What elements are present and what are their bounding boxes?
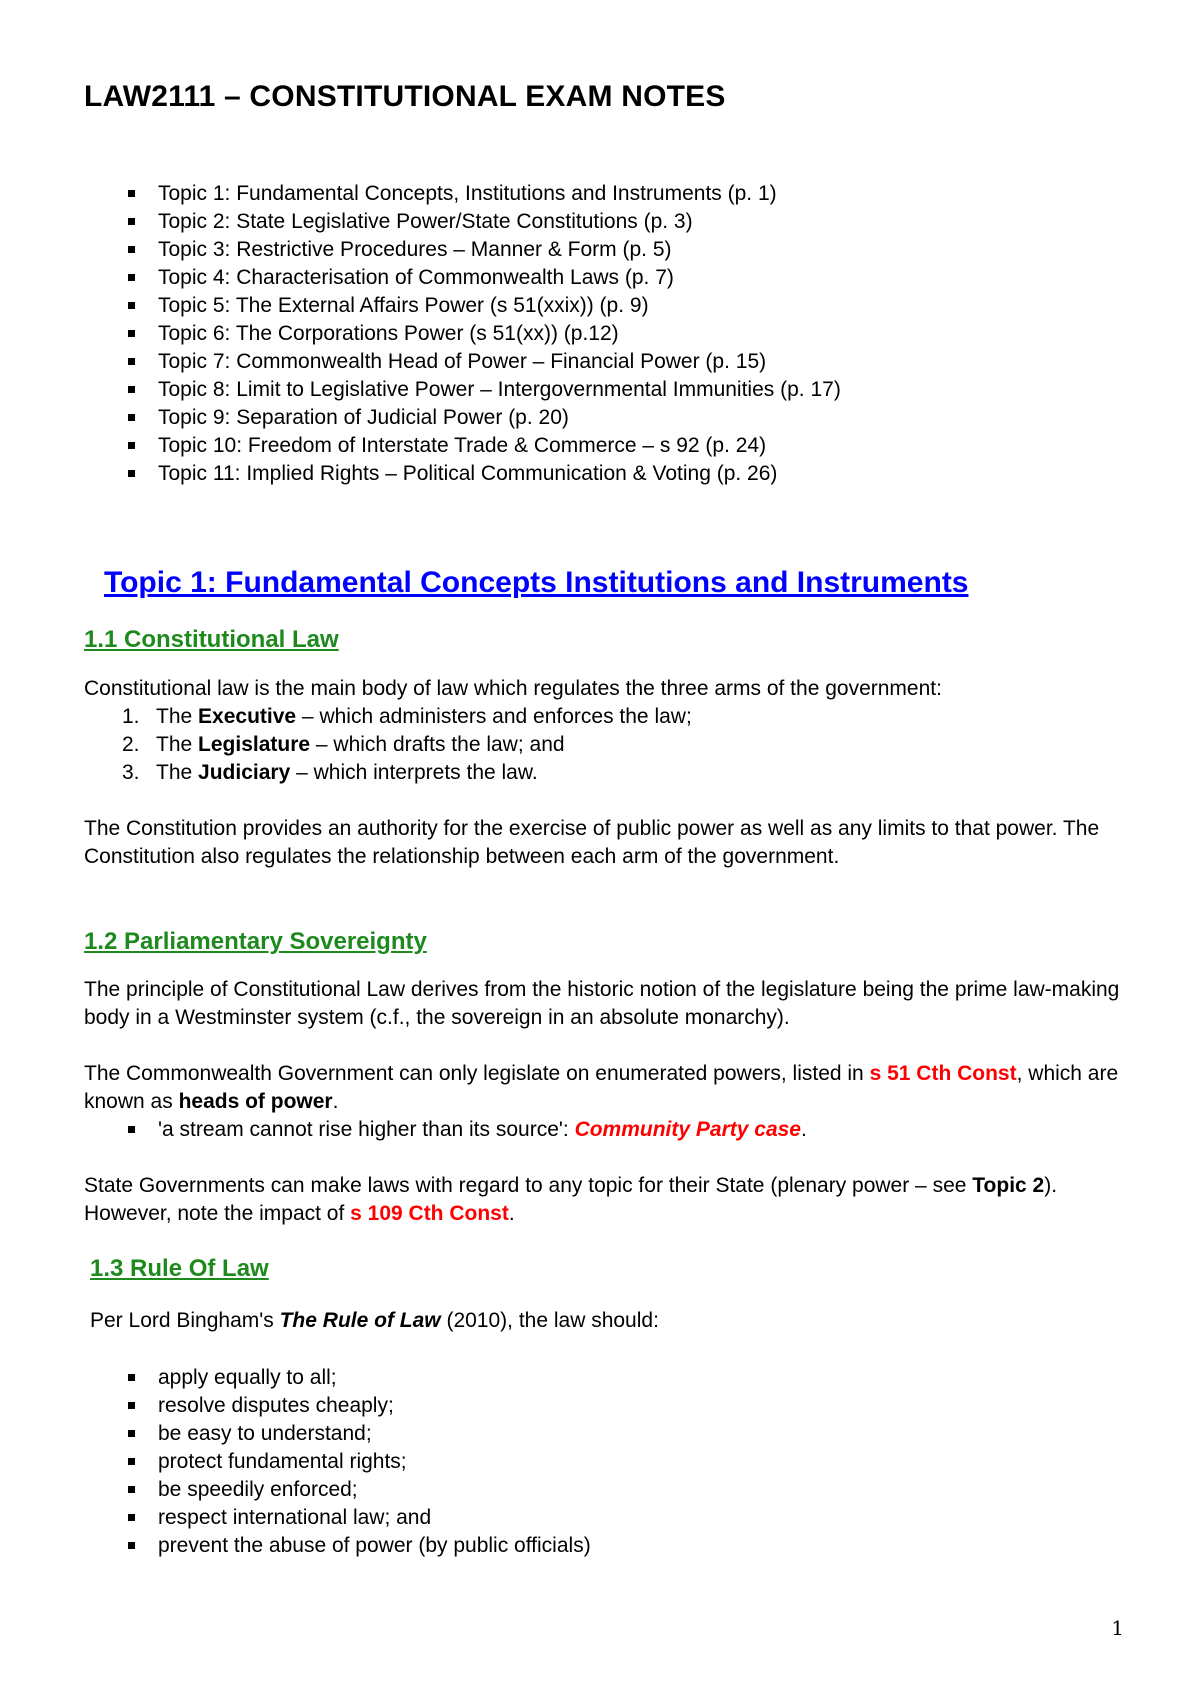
- arm-pre: The: [156, 761, 199, 784]
- list-item: [100, 703, 692, 731]
- list-item: respect international law; and: [128, 1504, 591, 1532]
- toc-item: Topic 8: Limit to Legislative Power – Intergovernmental Immunities (p. 17): [128, 376, 841, 404]
- list-item: be speedily enforced;: [128, 1476, 591, 1504]
- topic-1-heading: Topic 1: Fundamental Concepts Institutions and Instruments: [104, 566, 969, 599]
- book-title: The Rule of Law: [279, 1309, 441, 1332]
- section-1-1-intro: Constitutional law is the main body of law which regulates the three arms of the government:: [84, 677, 942, 700]
- toc-item: Topic 6: The Corporations Power (s 51(xx)) (p.12): [128, 320, 841, 348]
- arm-desc: – which administers and enforces the law;: [296, 705, 692, 728]
- arm-desc: – which drafts the law; and: [310, 733, 565, 756]
- section-1-2-paragraph-3: [84, 1172, 1124, 1228]
- list-number: 2.: [122, 733, 140, 756]
- section-1-3-heading: 1.3 Rule Of Law: [90, 1255, 269, 1282]
- government-arms-list: [100, 703, 692, 787]
- statute-reference: s 51 Cth Const: [869, 1062, 1017, 1085]
- arm-pre: The: [156, 733, 199, 756]
- arm-name: Executive: [198, 705, 297, 728]
- case-name: Community Party case: [574, 1118, 801, 1141]
- rule-of-law-list: [128, 1364, 591, 1560]
- list-number: 3.: [122, 761, 140, 784]
- page-number: 1: [1111, 1616, 1124, 1640]
- arm-pre: The: [156, 705, 199, 728]
- list-item: [128, 1116, 807, 1144]
- section-1-2-bullets: [128, 1116, 807, 1144]
- toc-item: Topic 7: Commonwealth Head of Power – Financial Power (p. 15): [128, 348, 841, 376]
- list-item: prevent the abuse of power (by public officials): [128, 1532, 591, 1560]
- text-run: .: [332, 1090, 339, 1113]
- list-item: [100, 731, 692, 759]
- text-run: (2010), the law should:: [440, 1309, 659, 1332]
- toc-item: Topic 9: Separation of Judicial Power (p. 20): [128, 404, 841, 432]
- toc-item: Topic 3: Restrictive Procedures – Manner & Form (p. 5): [128, 236, 841, 264]
- section-1-2-paragraph-2: [84, 1060, 1124, 1116]
- arm-name: Judiciary: [198, 761, 291, 784]
- list-item: protect fundamental rights;: [128, 1448, 591, 1476]
- section-1-3-intro: [90, 1307, 1130, 1335]
- list-item: resolve disputes cheaply;: [128, 1392, 591, 1420]
- toc-item: Topic 10: Freedom of Interstate Trade & Commerce – s 92 (p. 24): [128, 432, 841, 460]
- bold-term: Topic 2: [972, 1174, 1045, 1197]
- arm-desc: – which interprets the law.: [290, 761, 538, 784]
- document-title: LAW2111 – CONSTITUTIONAL EXAM NOTES: [84, 80, 726, 113]
- bold-term: heads of power: [178, 1090, 333, 1113]
- toc-item: Topic 5: The External Affairs Power (s 51(xxix)) (p. 9): [128, 292, 841, 320]
- section-1-1-paragraph: The Constitution provides an authority for the exercise of public power as well as any limits to that power. The Constitution also regulates the relationship between each arm of the government.: [84, 817, 1100, 868]
- table-of-contents: [128, 180, 841, 488]
- section-1-2-paragraph-1: The principle of Constitutional Law derives from the historic notion of the legislature being the prime law-making body in a Westminster system (c.f., the sovereign in an absolute monarchy).: [84, 978, 1120, 1029]
- quote-text: 'a stream cannot rise higher than its source':: [158, 1118, 575, 1141]
- toc-item: Topic 2: State Legislative Power/State Constitutions (p. 3): [128, 208, 841, 236]
- arm-name: Legislature: [198, 733, 311, 756]
- section-1-1-heading: 1.1 Constitutional Law: [84, 626, 339, 653]
- text-run: The Commonwealth Government can only legislate on enumerated powers, listed in: [84, 1062, 870, 1085]
- text-run: ). However, note the impact of: [84, 1174, 1058, 1225]
- text-run: .: [508, 1202, 515, 1225]
- section-1-2-heading: 1.2 Parliamentary Sovereignty: [84, 928, 427, 955]
- list-item: [100, 759, 692, 787]
- list-item: apply equally to all;: [128, 1364, 591, 1392]
- list-number: 1.: [122, 705, 140, 728]
- text-run: .: [800, 1118, 807, 1141]
- toc-item: Topic 4: Characterisation of Commonwealth Laws (p. 7): [128, 264, 841, 292]
- text-run: Per Lord Bingham's: [90, 1309, 280, 1332]
- toc-item: Topic 1: Fundamental Concepts, Institutions and Instruments (p. 1): [128, 180, 841, 208]
- list-item: be easy to understand;: [128, 1420, 591, 1448]
- text-run: , which are known as: [84, 1062, 1119, 1113]
- toc-item: Topic 11: Implied Rights – Political Communication & Voting (p. 26): [128, 460, 841, 488]
- statute-reference: s 109 Cth Const: [350, 1202, 509, 1225]
- text-run: State Governments can make laws with regard to any topic for their State (plenary power – see: [84, 1174, 973, 1197]
